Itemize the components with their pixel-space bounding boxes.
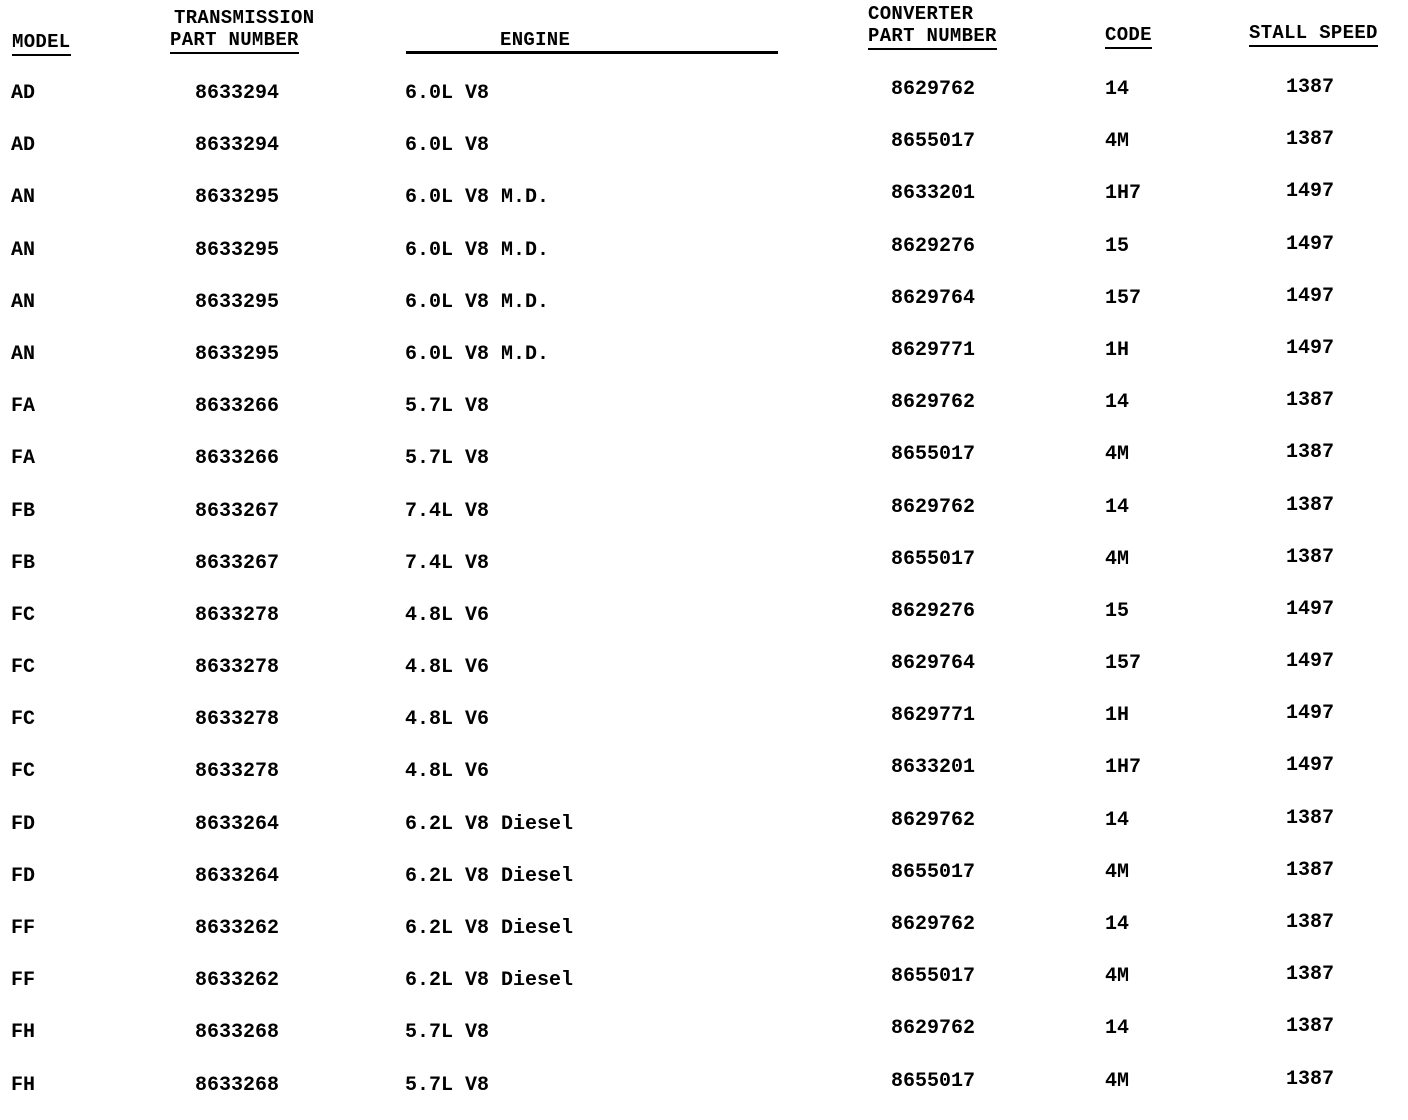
converter-part-number-cell: 8629762 (891, 1017, 976, 1041)
code-cell: 4M (1105, 965, 1130, 989)
transmission-part-number-cell: 8633294 (195, 134, 280, 158)
engine-cell: 4.8L V6 (405, 760, 490, 784)
model-cell: AD (11, 134, 36, 158)
code-cell: 15 (1105, 234, 1130, 258)
converter-part-number-cell: 8629764 (891, 286, 976, 310)
transmission-part-number-cell: 8633264 (195, 864, 280, 888)
transmission-part-number-cell: 8633262 (195, 969, 280, 993)
converter-part-number-cell: 8655017 (891, 130, 976, 154)
table-row (0, 233, 1408, 285)
stall-speed-cell: 1387 (1286, 963, 1335, 987)
code-cell: 14 (1105, 808, 1130, 832)
code-cell: 14 (1105, 391, 1130, 415)
model-cell: FC (11, 603, 36, 627)
code-cell: 14 (1105, 913, 1130, 936)
transmission-part-number-cell: 8633262 (195, 917, 280, 940)
header-stall-speed (1249, 22, 1378, 44)
table-row (0, 911, 1408, 963)
code-cell: 1H7 (1105, 756, 1142, 780)
code-cell: 4M (1105, 443, 1130, 467)
engine-cell: 5.7L V8 (405, 1021, 490, 1045)
header-converter-line2: PART NUMBER (868, 25, 997, 50)
transmission-part-number-cell: 8633295 (195, 238, 280, 262)
converter-part-number-cell: 8629762 (891, 808, 976, 832)
engine-cell: 5.7L V8 (405, 1073, 490, 1097)
engine-cell: 7.4L V8 (405, 551, 490, 575)
transmission-part-number-cell: 8633295 (195, 342, 280, 366)
header-transmission-line2: PART NUMBER (170, 29, 299, 54)
header-engine (406, 29, 778, 54)
engine-cell: 5.7L V8 (405, 395, 490, 419)
stall-speed-cell: 1497 (1286, 754, 1335, 778)
engine-cell: 6.2L V8 Diesel (405, 969, 574, 993)
engine-cell: 6.0L V8 M.D. (405, 186, 550, 210)
stall-speed-cell: 1497 (1286, 597, 1335, 621)
code-cell: 14 (1105, 78, 1130, 101)
transmission-part-number-cell: 8633295 (195, 186, 280, 210)
transmission-part-number-cell: 8633294 (195, 82, 280, 105)
engine-cell: 6.2L V8 Diesel (405, 917, 574, 940)
engine-cell: 6.2L V8 Diesel (405, 812, 574, 836)
stall-speed-cell: 1497 (1286, 650, 1335, 674)
engine-cell: 4.8L V6 (405, 708, 490, 732)
model-cell: AN (11, 342, 36, 366)
header-engine-label: ENGINE (500, 29, 571, 51)
stall-speed-cell: 1387 (1286, 493, 1335, 517)
engine-cell: 6.0L V8 M.D. (405, 342, 550, 366)
stall-speed-cell: 1387 (1286, 389, 1335, 413)
model-cell: FD (11, 812, 36, 836)
model-cell: FB (11, 551, 36, 575)
table-row (0, 76, 1408, 128)
stall-speed-cell: 1387 (1286, 858, 1335, 882)
table-row (0, 441, 1408, 493)
header-transmission-part-number (170, 7, 314, 51)
engine-cell: 6.0L V8 (405, 82, 490, 105)
stall-speed-cell: 1387 (1286, 1015, 1335, 1039)
engine-cell: 6.0L V8 M.D. (405, 238, 550, 262)
table-row (0, 702, 1408, 754)
code-cell: 1H (1105, 704, 1130, 728)
code-cell: 1H (1105, 338, 1130, 362)
engine-cell: 4.8L V6 (405, 603, 490, 627)
parts-table-body (0, 76, 1408, 1120)
converter-part-number-cell: 8655017 (891, 1069, 976, 1093)
header-code-label: CODE (1105, 24, 1152, 49)
header-code (1105, 24, 1152, 46)
code-cell: 157 (1105, 286, 1142, 310)
model-cell: FA (11, 395, 36, 419)
stall-speed-cell: 1387 (1286, 545, 1335, 569)
model-cell: AD (11, 82, 36, 105)
stall-speed-cell: 1387 (1286, 1067, 1335, 1091)
code-cell: 4M (1105, 130, 1130, 154)
converter-part-number-cell: 8633201 (891, 182, 976, 206)
stall-speed-cell: 1497 (1286, 284, 1335, 308)
stall-speed-cell: 1387 (1286, 911, 1335, 934)
table-row (0, 285, 1408, 337)
model-cell: AN (11, 238, 36, 262)
transmission-part-number-cell: 8633268 (195, 1021, 280, 1045)
table-row (0, 754, 1408, 806)
table-row (0, 650, 1408, 702)
transmission-part-number-cell: 8633266 (195, 447, 280, 471)
converter-part-number-cell: 8629764 (891, 652, 976, 676)
model-cell: FD (11, 864, 36, 888)
table-row (0, 1068, 1408, 1120)
converter-part-number-cell: 8629762 (891, 78, 976, 101)
engine-cell: 6.2L V8 Diesel (405, 864, 574, 888)
table-row (0, 598, 1408, 650)
model-cell: FH (11, 1073, 36, 1097)
engine-cell: 5.7L V8 (405, 447, 490, 471)
code-cell: 14 (1105, 1017, 1130, 1041)
stall-speed-cell: 1387 (1286, 441, 1335, 465)
transmission-part-number-cell: 8633264 (195, 812, 280, 836)
converter-part-number-cell: 8629276 (891, 599, 976, 623)
table-row (0, 546, 1408, 598)
table-row (0, 963, 1408, 1015)
stall-speed-cell: 1387 (1286, 128, 1335, 152)
header-model-label: MODEL (12, 31, 71, 56)
converter-part-number-cell: 8655017 (891, 443, 976, 467)
table-row (0, 859, 1408, 911)
transmission-part-number-cell: 8633278 (195, 656, 280, 680)
header-stall-speed-label: STALL SPEED (1249, 22, 1378, 47)
model-cell: FH (11, 1021, 36, 1045)
code-cell: 1H7 (1105, 182, 1142, 206)
code-cell: 4M (1105, 547, 1130, 571)
table-row (0, 180, 1408, 232)
transmission-part-number-cell: 8633278 (195, 708, 280, 732)
model-cell: FA (11, 447, 36, 471)
stall-speed-cell: 1497 (1286, 702, 1335, 726)
code-cell: 15 (1105, 599, 1130, 623)
code-cell: 4M (1105, 1069, 1130, 1093)
stall-speed-cell: 1387 (1286, 806, 1335, 830)
transmission-part-number-cell: 8633268 (195, 1073, 280, 1097)
converter-part-number-cell: 8629762 (891, 495, 976, 519)
code-cell: 14 (1105, 495, 1130, 519)
converter-part-number-cell: 8629276 (891, 234, 976, 258)
header-transmission-line1: TRANSMISSION (174, 7, 315, 29)
model-cell: FF (11, 969, 36, 993)
model-cell: FF (11, 917, 36, 940)
model-cell: FC (11, 708, 36, 732)
table-row (0, 494, 1408, 546)
model-cell: AN (11, 186, 36, 210)
transmission-part-number-cell: 8633267 (195, 499, 280, 523)
table-row (0, 1015, 1408, 1067)
transmission-part-number-cell: 8633267 (195, 551, 280, 575)
transmission-part-number-cell: 8633278 (195, 603, 280, 627)
table-row (0, 128, 1408, 180)
header-model (12, 31, 71, 53)
converter-part-number-cell: 8629762 (891, 913, 976, 936)
table-row (0, 807, 1408, 859)
converter-part-number-cell: 8655017 (891, 860, 976, 884)
model-cell: AN (11, 290, 36, 314)
model-cell: FC (11, 656, 36, 680)
header-converter-part-number (868, 3, 997, 47)
stall-speed-cell: 1387 (1286, 76, 1335, 99)
converter-part-number-cell: 8629771 (891, 704, 976, 728)
transmission-part-number-cell: 8633266 (195, 395, 280, 419)
header-converter-line1: CONVERTER (868, 3, 974, 25)
model-cell: FC (11, 760, 36, 784)
transmission-part-number-cell: 8633278 (195, 760, 280, 784)
code-cell: 157 (1105, 652, 1142, 676)
converter-part-number-cell: 8629762 (891, 391, 976, 415)
stall-speed-cell: 1497 (1286, 232, 1335, 256)
table-row (0, 337, 1408, 389)
engine-cell: 6.0L V8 M.D. (405, 290, 550, 314)
stall-speed-cell: 1497 (1286, 180, 1335, 204)
converter-part-number-cell: 8629771 (891, 338, 976, 362)
converter-part-number-cell: 8655017 (891, 965, 976, 989)
table-row (0, 389, 1408, 441)
code-cell: 4M (1105, 860, 1130, 884)
converter-part-number-cell: 8633201 (891, 756, 976, 780)
engine-cell: 7.4L V8 (405, 499, 490, 523)
model-cell: FB (11, 499, 36, 523)
transmission-part-number-cell: 8633295 (195, 290, 280, 314)
stall-speed-cell: 1497 (1286, 336, 1335, 360)
engine-cell: 4.8L V6 (405, 656, 490, 680)
engine-cell: 6.0L V8 (405, 134, 490, 158)
converter-part-number-cell: 8655017 (891, 547, 976, 571)
